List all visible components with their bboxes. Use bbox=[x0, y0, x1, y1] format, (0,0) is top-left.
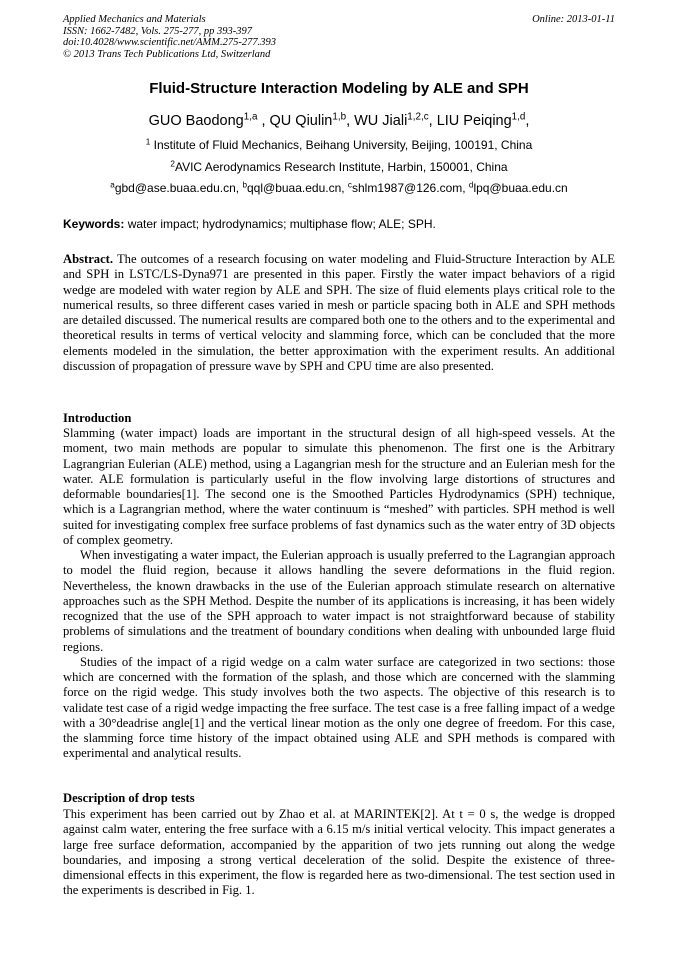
author-affiliation-mark: 1,a bbox=[243, 111, 258, 123]
section-heading-introduction: Introduction bbox=[63, 411, 132, 425]
paragraph: This experiment has been carried out by Zhao et al. at MARINTEK[2]. At t = 0 s, the wedge is dropped against calm water, entering the free surface with a 6.15 m/s initial vertical velocity. This impact generates a large free surface deformation, accompanied by the apparition of two jets running out along the wedge boundaries, and imposing a strong vertical deceleration of the solid. Despite the existence of three-dimensional effects in this experiment, the flow is regarded here as two-dimensional. The test section used in the experiments is described in Fig. 1. bbox=[63, 807, 615, 898]
abstract bbox=[63, 252, 615, 374]
email-link[interactable]: qql@buaa.edu.cn, bbox=[247, 181, 348, 195]
keywords-text: water impact; hydrodynamics; multiphase flow; ALE; SPH. bbox=[124, 217, 436, 231]
paper-title: Fluid-Structure Interaction Modeling by ALE and SPH bbox=[149, 80, 529, 97]
author-name: GUO Baodong bbox=[148, 113, 244, 129]
paragraph: Studies of the impact of a rigid wedge on a calm water surface are categorized in two sections: those which are concerned with the formation of the splash, and those which are concerned with the slamming force on the rigid wedge. This study involves both the two aspects. The objective of this research is to validate test case of a rigid wedge impacting the free surface. The test case is a free falling impact of a wedge with a 30°deadrise angle[1] and the vertical linear motion as the only one degree of freedom. For this case, the slamming force time history of the impact obtained using ALE and SPH methods is compared with experimental and analytical results. bbox=[63, 654, 615, 761]
email-link[interactable]: gbd@ase.buaa.edu.cn, bbox=[114, 181, 243, 195]
email-link[interactable]: shlm1987@126.com, bbox=[352, 181, 469, 195]
keywords-label: Keywords: bbox=[63, 217, 125, 231]
abstract-label: Abstract. bbox=[63, 252, 114, 266]
affiliation-1: $^1$ Institute of Fluid Mechanics, Beihang University, Beijing, 100191, China bbox=[145, 137, 533, 152]
introduction-body bbox=[63, 426, 615, 762]
affiliation-2: $^2$AVIC Aerodynamics Research Institute, Harbin, 150001, China bbox=[170, 159, 508, 174]
paragraph: Slamming (water impact) loads are important in the structural design of all high-speed vessels. At the moment, two main methods are popular to simulate this phenomenon. The first one is the Arbitrary Lagrangrian Eulerian (ALE) method, using a Lagangrian mesh for the structure and an Eulerian mesh for the water. ALE formulation is particularly useful in the flow involving large distortions of structures and deformable boundaries[1]. The second one is the Smoothed Particles Hydrodynamics (SPH) technique, which is a Lagrangrian method, where the water continuum is “meshed” with particles. SPH method is well suited for investigating complex free surface problems of fast dynamics such as the water entry of 3D objects of complex geometry. bbox=[63, 426, 615, 547]
author-affiliation-mark: 1,b bbox=[332, 111, 347, 123]
online-date: Online: 2013-01-11 bbox=[532, 14, 615, 25]
doi-line: doi:10.4028/www.scientific.net/AMM.275-277.393 bbox=[63, 37, 276, 48]
issn-line: ISSN: 1662-7482, Vols. 275-277, pp 393-397 bbox=[63, 25, 252, 37]
author-affiliation-mark: 1,d bbox=[511, 111, 526, 123]
keywords bbox=[63, 217, 615, 231]
paragraph: When investigating a water impact, the Eulerian approach is usually preferred to the Lagrangian approach to model the fluid region, because it allows handling the severe deformations in the fluid region. Nevertheless, the known drawbacks in the use of the Eulerian approach stimulate research on alternative approaches such as the SPH Method. Despite the number of its applications is increasing, it has been widely recognized that the use of the SPH approach to water impact is not straightforward because of stability problems of simulations and the treatment of boundary conditions when dealing with unbounded large fluid regions. bbox=[63, 548, 615, 654]
email-list: $^a$gbd@ase.buaa.edu.cn, $^b$qql@buaa.edu.cn, $^c$shlm1987@126.com, $^d$lpq@buaa.edu.cn bbox=[110, 180, 568, 195]
author-name: QU Qiulin bbox=[269, 113, 333, 129]
drop-tests-body bbox=[63, 807, 615, 899]
author-list: GUO Baodong$^{1,a}$ , QU Qiulin$^{1,b}$, WU Jiali$^{1,2,c}$, LIU Peiqing$^{1,d}$, bbox=[148, 111, 530, 129]
journal-header bbox=[63, 14, 615, 60]
copyright-line: © 2013 Trans Tech Publications Ltd, Switzerland bbox=[63, 48, 271, 60]
author-name: WU Jiali bbox=[354, 113, 408, 129]
abstract-text: The outcomes of a research focusing on water modeling and Fluid-Structure Interaction by ALE and SPH in LSTC/LS-Dyna971 are presented in this paper. Firstly the water impact behaviors of a rigid wedge are modeled with water region by ALE and SPH. The size of fluid elements plays critical role to the numerical results, so three different cases varied in mesh or particle spacing both in ALE and SPH methods are detailed discussed. The numerical results are compared both one to the others and to the experimental and theoretical results in terms of vertical velocity and slamming force, which can be concluded that the more elements modeled in the simulation, the better approximation with the experiment results. An additional discussion of propagation of pressure wave by SPH and CPU time are also presented. bbox=[63, 252, 615, 373]
journal-name: Applied Mechanics and Materials bbox=[63, 14, 206, 25]
author-affiliation-mark: 1,2,c bbox=[407, 111, 429, 123]
section-heading-drop-tests: Description of drop tests bbox=[63, 791, 195, 805]
author-name: LIU Peiqing bbox=[436, 113, 512, 129]
email-link[interactable]: lpq@buaa.edu.cn bbox=[473, 181, 568, 195]
